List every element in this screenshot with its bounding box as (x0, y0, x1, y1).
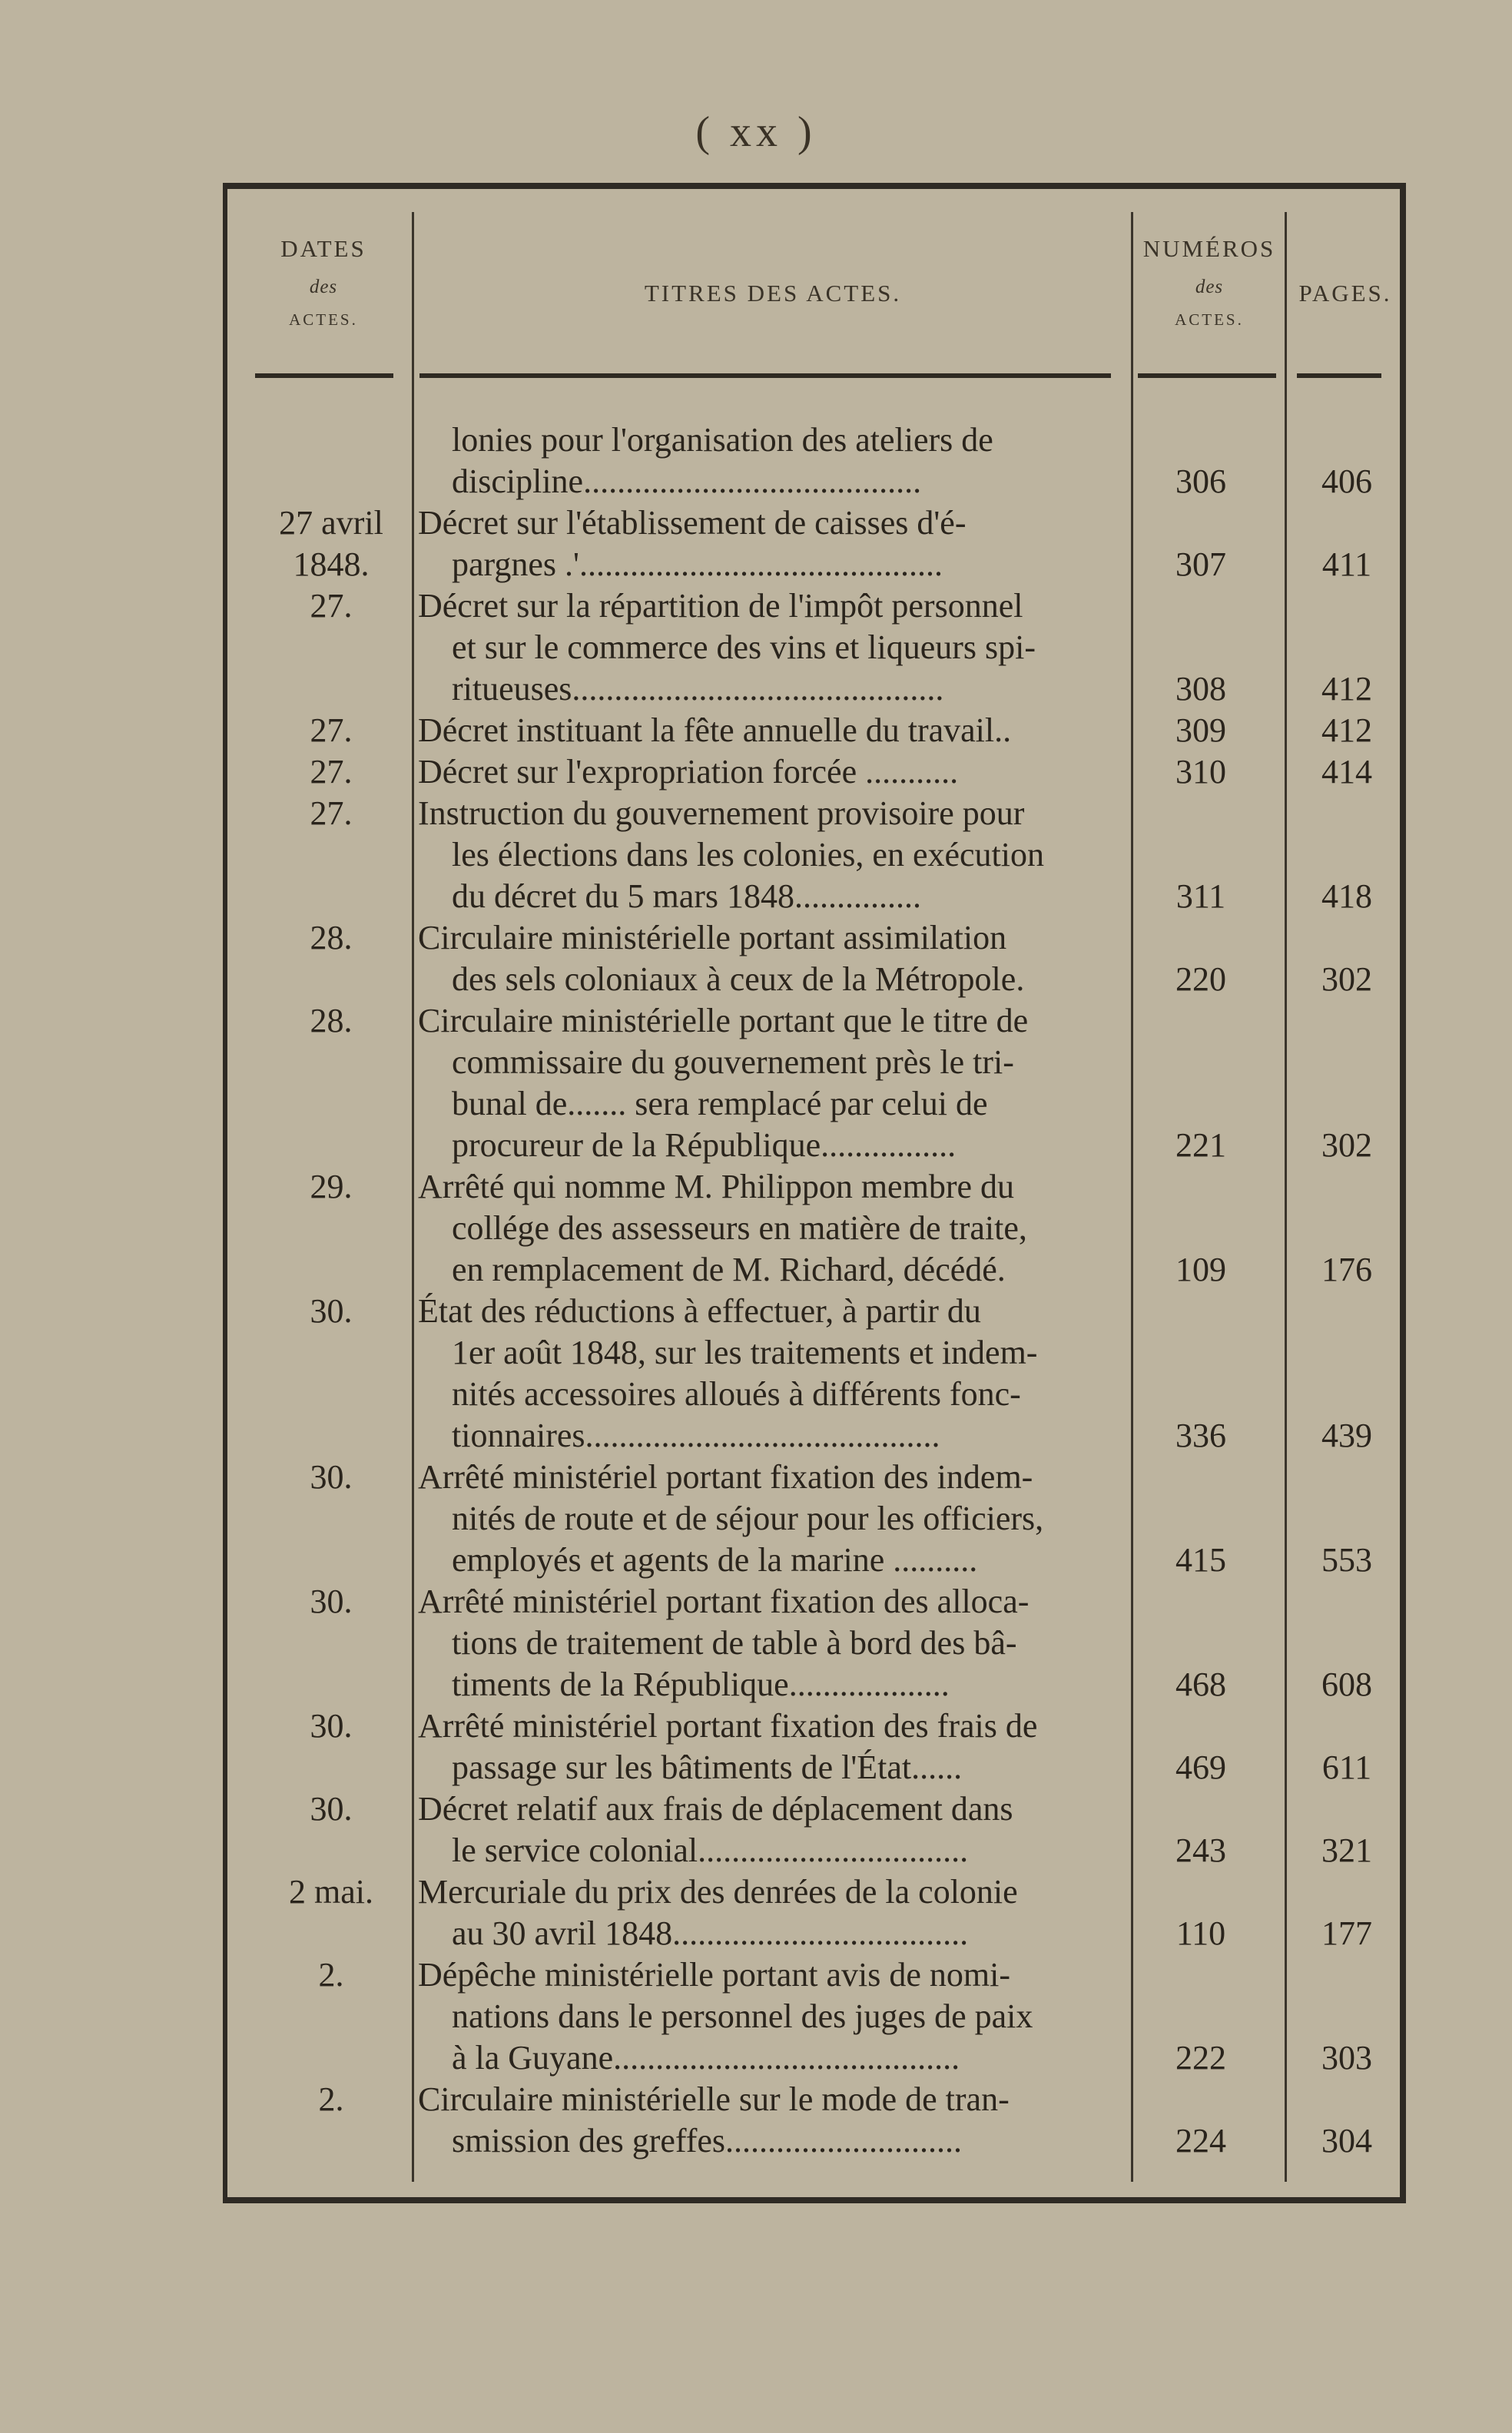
act-date: 30. (310, 1707, 353, 1745)
act-number: 415 (1175, 1541, 1226, 1579)
act-title-line: Arrêté ministériel portant fixation des frais de (418, 1707, 1038, 1745)
act-date: 2 mai. (289, 1873, 373, 1911)
act-title-line: des sels coloniaux à ceux de la Métropole. (452, 960, 1025, 998)
act-date: 30. (310, 1292, 353, 1330)
act-title-line: Instruction du gouvernement provisoire pour (418, 794, 1025, 832)
dates-header-line: des (309, 277, 338, 297)
act-number: 110 (1175, 1914, 1226, 1952)
act-page: 412 (1321, 670, 1372, 708)
act-title-line: nités accessoires alloués à différents fonc- (452, 1375, 1021, 1413)
act-date: 30. (310, 1790, 353, 1828)
dates-column-header (243, 235, 404, 330)
act-page: 611 (1321, 1749, 1372, 1786)
act-title-line: tionnaires.......................................... (452, 1417, 940, 1454)
pages-column-header: PAGES. (1298, 280, 1392, 307)
act-title-line: nations dans le personnel des juges de paix (452, 1997, 1033, 2035)
act-date: 27. (310, 753, 353, 791)
header-rule (1138, 373, 1276, 378)
act-date: 27. (310, 794, 353, 832)
act-page: 412 (1321, 711, 1372, 749)
act-title-line: au 30 avril 1848................................... (452, 1914, 969, 1952)
act-number: 221 (1175, 1126, 1226, 1164)
act-number: 468 (1175, 1666, 1226, 1703)
act-title-line: Arrêté ministériel portant fixation des alloca- (418, 1583, 1030, 1620)
act-title-line: tions de traitement de table à bord des bâ- (452, 1624, 1017, 1662)
act-page: 176 (1321, 1251, 1372, 1288)
act-page: 411 (1321, 545, 1372, 583)
act-title-line: Décret sur l'expropriation forcée ........... (418, 753, 959, 791)
act-title-line: 1er août 1848, sur les traitements et indem- (452, 1334, 1038, 1371)
dates-header-line: ACTES. (289, 310, 358, 329)
act-page: 177 (1321, 1914, 1372, 1952)
act-title-line: Circulaire ministérielle sur le mode de tran- (418, 2080, 1010, 2118)
act-number: 224 (1175, 2122, 1226, 2160)
act-date: 2. (318, 1956, 344, 1994)
act-page: 302 (1321, 1126, 1372, 1164)
act-title-line: Mercuriale du prix des denrées de la colonie (418, 1873, 1018, 1911)
act-title-line: discipline........................................ (452, 462, 922, 500)
act-title-line: Décret instituant la fête annuelle du travail.. (418, 711, 1012, 749)
numbers-header-line: des (1195, 277, 1224, 297)
act-number: 243 (1175, 1831, 1226, 1869)
act-title-line: Décret sur l'établissement de caisses d'é- (418, 504, 967, 542)
act-date: 27 avril 1848. (279, 504, 383, 583)
numbers-header-line: ACTES. (1175, 310, 1244, 329)
act-number: 306 (1175, 462, 1226, 500)
numbers-column-header (1134, 235, 1285, 330)
act-date: 2. (318, 2080, 344, 2118)
column-divider (1131, 212, 1133, 2182)
act-title-line: à la Guyane......................................... (452, 2039, 960, 2077)
act-title-line: ritueuses............................................ (452, 670, 944, 708)
act-title-line: pargnes .'........................................... (452, 545, 943, 583)
acts-table (223, 183, 1406, 2203)
act-title-line: employés et agents de la marine .......... (452, 1541, 978, 1579)
act-page: 406 (1321, 462, 1372, 500)
column-divider (1285, 212, 1287, 2182)
act-page: 608 (1321, 1666, 1372, 1703)
act-title-line: smission des greffes............................ (452, 2122, 963, 2160)
act-page: 303 (1321, 2039, 1372, 2077)
numbers-header-line: NUMÉROS (1142, 235, 1276, 262)
act-title-line: bunal de....... sera remplacé par celui de (452, 1085, 988, 1122)
act-page: 418 (1321, 877, 1372, 915)
act-date: 30. (310, 1458, 353, 1496)
act-title-line: Arrêté ministériel portant fixation des indem- (418, 1458, 1033, 1496)
act-date: 28. (310, 919, 353, 956)
page-number-header: ( xx ) (695, 108, 817, 156)
act-title-line: collége des assesseurs en matière de traite, (452, 1209, 1027, 1247)
dates-header-line: DATES (280, 235, 366, 262)
act-number: 311 (1175, 877, 1226, 915)
act-page: 302 (1321, 960, 1372, 998)
act-number: 469 (1175, 1749, 1226, 1786)
act-number: 308 (1175, 670, 1226, 708)
header-rule (419, 373, 1111, 378)
titles-column-header: TITRES DES ACTES. (644, 280, 902, 307)
act-number: 336 (1175, 1417, 1226, 1454)
act-page: 321 (1321, 1831, 1372, 1869)
act-title-line: nités de route et de séjour pour les officiers, (452, 1500, 1044, 1537)
act-date: 29. (310, 1168, 353, 1205)
act-title-line: lonies pour l'organisation des ateliers de (452, 421, 993, 459)
act-title-line: Décret relatif aux frais de déplacement dans (418, 1790, 1013, 1828)
act-title-line: et sur le commerce des vins et liqueurs spi- (452, 628, 1036, 666)
act-number: 222 (1175, 2039, 1226, 2077)
act-title-line: commissaire du gouvernement près le tri- (452, 1043, 1014, 1081)
act-date: 30. (310, 1583, 353, 1620)
act-date: 27. (310, 587, 353, 625)
act-page: 553 (1321, 1541, 1372, 1579)
act-title-line: Dépêche ministérielle portant avis de nomi- (418, 1956, 1010, 1994)
header-rule (255, 373, 393, 378)
act-date: 27. (310, 711, 353, 749)
column-divider (412, 212, 414, 2182)
act-title-line: timents de la République................... (452, 1666, 950, 1703)
act-title-line: Arrêté qui nomme M. Philippon membre du (418, 1168, 1014, 1205)
act-title-line: en remplacement de M. Richard, décédé. (452, 1251, 1006, 1288)
act-number: 220 (1175, 960, 1226, 998)
act-title-line: le service colonial................................ (452, 1831, 969, 1869)
act-number: 310 (1175, 753, 1226, 791)
act-date: 28. (310, 1002, 353, 1039)
act-number: 109 (1175, 1251, 1226, 1288)
act-page: 304 (1321, 2122, 1372, 2160)
act-title-line: procureur de la République................ (452, 1126, 957, 1164)
act-page: 439 (1321, 1417, 1372, 1454)
act-page: 414 (1321, 753, 1372, 791)
act-title-line: du décret du 5 mars 1848............... (452, 877, 921, 915)
act-title-line: Circulaire ministérielle portant assimilation (418, 919, 1007, 956)
act-number: 309 (1175, 711, 1226, 749)
act-number: 307 (1175, 545, 1226, 583)
header-rule (1297, 373, 1381, 378)
act-title-line: les élections dans les colonies, en exécution (452, 836, 1044, 873)
act-title-line: passage sur les bâtiments de l'État...... (452, 1749, 963, 1786)
act-title-line: État des réductions à effectuer, à partir du (418, 1292, 981, 1330)
act-title-line: Circulaire ministérielle portant que le titre de (418, 1002, 1029, 1039)
act-title-line: Décret sur la répartition de l'impôt personnel (418, 587, 1023, 625)
